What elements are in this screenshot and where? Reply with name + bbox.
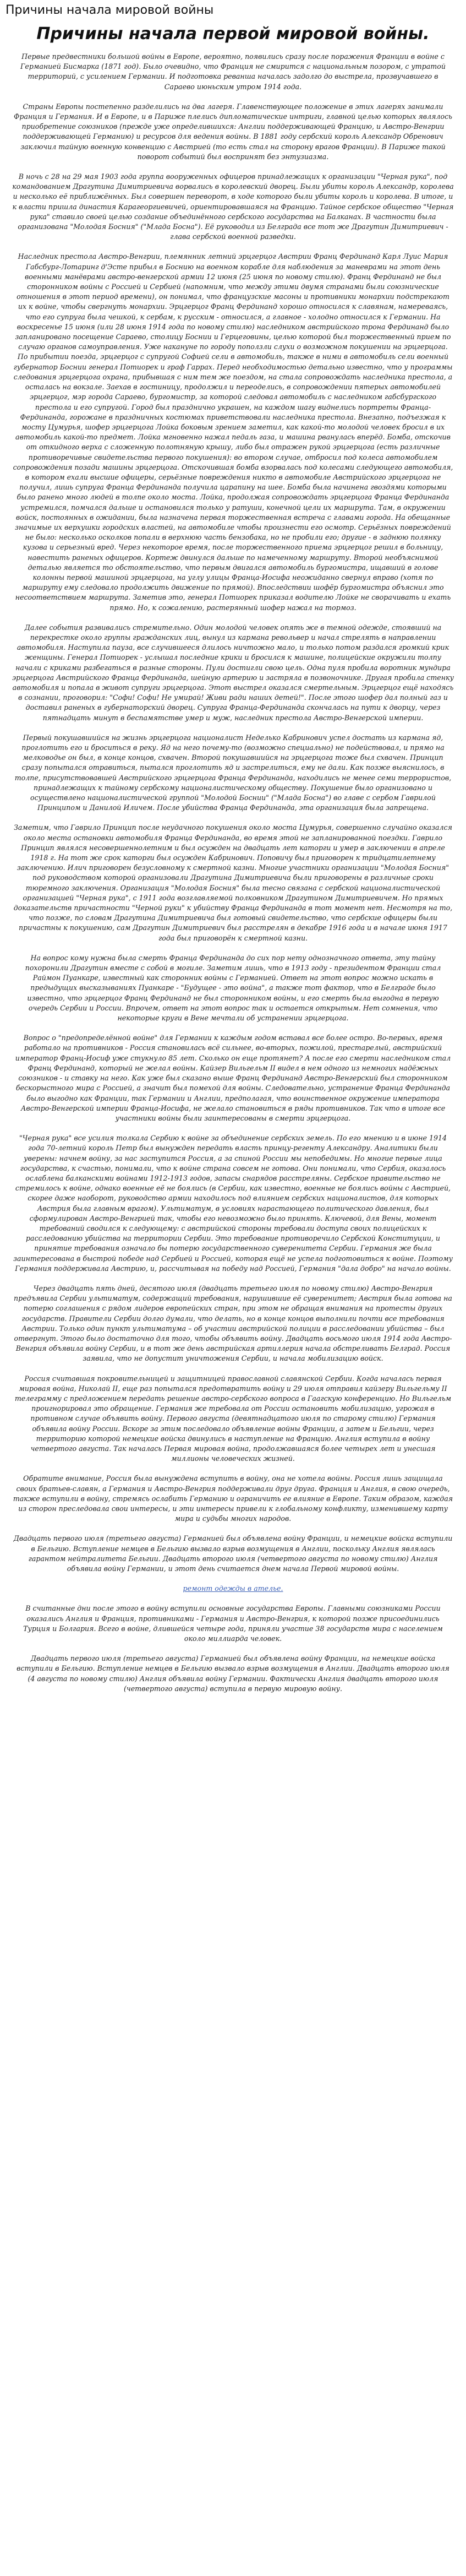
article-paragraph: Далее события развивались стремительно. Один молодой человек опять же в темной одежде, стоявший на перекрестке около группы гражданских лиц, вынул из кармана револьвер и начал стрелять в направлении автомобиля. Наступила пауза, все случившееся длилось ничтожно мало, и только потом раздался громкий крик женщины. Генерал Потиорек - услышал последние крики и бросился к машине, полицейские окружили толпу начали с криками разбегаться в разные стороны. Пули достигли свою цель. Одна пуля пробила воротник мундира эрцгерцога Австрийского Франца Фердинанда, шейную артерию и застряла в позвоночнике. Другая пробила стенку автомобиля и попала в живот супруги эрцгерцога. Этот выстрел оказался смертельным. Эрцгерцог ещё находясь в сознании, проговорил: "Софи! Софи! Не умирай! Живи ради наших детей!". После этого шофер дал полный газ и доставил раненых в губернаторский дворец. Супруга Франца-Фердинанда скончалась на пути к дворцу, через пятнадцать минут в беспамятстве умер и муж, наследник престола Австро-Венгерской империи.: [12, 623, 454, 722]
article-paragraph: Первые предвестники большой войны в Европе, вероятно, появились сразу после поражения Франции в войне с Германией Бисмарка (1871 год). Было очевидно, что Франция не смирится с национальным позором, с утратой территорий, с усилением Германии. И подготовка реванша началась задолго до выстрела, прозвучавшего в Сараево июньским утром 1914 года.: [20, 52, 446, 91]
article-paragraph: Через двадцать пять дней, десятого июля (двадцать третьего июля по новому стилю) Австро-Венгрия предъявила Сербии ультиматум, содержащий требования, нарушившие её суверенитет; Австрия была готова на потерю соглашения с рядом лидеров европейских стран, при этом не обращая внимания на протесты других государств. Правители Сербии долго думали, что делать, но в конце концов выполнили почти все требования Австрии. Только один пункт ультиматума – об участии австрийской полиции в расследовании убийства – был отвергнут. Этого было достаточно для того, чтобы объявить войну. Двадцать восьмого июля 1914 года Австро-Венгрия объявила войну Сербии, и в тот же день австрийская артиллерия начала обстреливать Белград. Россия заявила, что не допустит уничтожения Сербии, и начала мобилизацию войск.: [14, 1284, 452, 1363]
article-paragraph: Заметим, что Гаврило Принцип после неудачного покушения около моста Цумурья, совершенно случайно оказался около места остановки автомобиля Франца Фердинанда, во время этой не запланированной поездки. Гаврило Принцип являлся несовершеннолетним и был осужден на двадцать лет каторги и умер в заключении в апреле 1918 г. На тот же срок каторги был осужден Кабринович. Поповичу был приговорен к тридцатилетнему заключению. Илич приговорен безусловному к смертной казни. Многие участники организации "Молодая Босния" под руководством которой организовали Драгутина Димитриевича были приговорены в различные сроки тюремного заключения. Организация "Молодая Босния" была тесно связана с сербской националистической организацией "Черная рука", с 1911 года возглавляемой полковником Драгутином Димитриевичем. Но прямых доказательств причастности "Черной руки" к убийству Франца Фердинанда в тот момент нет. Несмотря на то, что позже, по словам Драгутина Димитриевича был готовый свидетельство, что сербские офицеры были причастны к покушению, сам Драгутин Димитриевич был расстрелян в декабре 1916 года и в начале июня 1917 года был приговорён к смертной казни.: [13, 823, 453, 942]
page-title: Причины начала мировой войны: [6, 3, 214, 17]
closing-paragraph: В считанные дни после этого в войну вступили основные государства Европы. Главными союзниками России оказались Англия и Франция, противниками - Германия и Австро-Венгрия, к которой позже присоединились Турция и Болгария. Всего в войне, длившейся четыре года, приняли участие 38 государств мира с населением около миллиарда человек.: [23, 1604, 443, 1643]
closing-paragraph: Двадцать первого июля (третьего августа) Германией был объявлена войну Франции, на немецкие войска вступили в Бельгию. Вступление немцев в Бельгию вызвало взрыв возмущения в Англии. Двадцать второго июля (4 августа по новому стилю) Англия объявила войну Германии. Фактически Англия двадцать второго июля (четвертого августа) вступила в первую мировую войну.: [17, 1654, 449, 1693]
ad-link[interactable]: ремонт одежды в ателье.: [183, 1584, 283, 1593]
article-paragraph: Наследник престола Австро-Венгрии, племянник летний эрцгерцог Австрии Франц Фердинанд Карл Луис Мария Габсбург-Лотаринг д'Эсте прибыл в Боснию на военном корабле для наблюдения за маневрами на этот день военными манёврами австро-венгерской армии 12 июня (25 июня по новому стилю). Франц Фердинанд не был сторонником войны с Россией и Сербией (напомним, что между этими двумя странами были союзнические отношения в этот период времени), он понимал, что французские масоны и противники монархии подстрекают их к войне, чтобы свергнуть монархии. Эрцгерцог Франц Фердинанд хорошо относился к славянам, намереваясь, что его супруга была чешкой, к сербам, к русским - относился, а главное - холодно относился к Германии. На воскресенье 15 июня (или 28 июня 1914 года по новому стилю) наследником австрийского трона Фердинанд было запланировано посещение Сараево, столицу Боснии и Герцеговины, целью которой был торжественный прием по случаю органов самоуправления. Уже накануне по городу поползли слухи о возможном покушении на эрцгерцога. По прибытии поезда, эрцгерцог с супругой Софией сели в автомобиль, также в ними в автомобиль сели военный губернатор Боснии генерал Потиорек и граф Гаррах. Перед необходимостью детально известно, что у программы следования эрцгерцога охрана, прибывшая с ним тем же поездом, на стала сопровождать наследника престола, а осталась на вокзале. Заехав в гостиницу, продолжил и переоделись, в сопровождении пятерых автомобилей эрцгерцог, мэр города Сараево, бургомистр, за которой следовал автомобиль с наследником габсбургского престола и его супругой. Город был празднично украшен, на каждом шагу виднелись портреты Франца-Фердинанда, горожане в праздничных костюмах приветствовали наследника престола. Внезапно, подъезжая к мосту Цумурья, шофер эрцгерцога Лойка боковым зрением заметил, как какой-то молодой человек бросил в их автомобиль какой-то предмет. Лойка мгновенно нажал педаль газа, и машина рванулась вперёд. Бомба, отскочив от откидного верха с сложенную полотняную крышу, либо был отражен рукой эрцгерцога (есть различные противоречивые свидетельства первого покушения): во втором случае, отбросил под колеса автомобилем сопровождения позади машины эрцгерцога. Отскочившая бомба взорвалась под колесами следующего автомобиля, в котором ехали высшие офицеры, серьёзные повреждения никто в автомобиле Австрийского эрцгерцога не получил, лишь супруга Франца Фердинанда получила царапину на шее. Бомба была начинена гвоздями которыми было ранено много людей в толпе около моста. Лойка, продолжая сопровождать эрцгерцога Франца Фердинанда устремился, помчался дальше и остановился только у ратуши, конечной цели их маршрута. Там, в окружении войск, постоянных в ожидании, была назначена первая торжественная встреча с главами города. На обещанные значимые их верхушки городских властей, на автомобиле чтобы произнести его осмотр. Серьёзных повреждений не было: несколько осколков попали в верхнюю часть бензобака, но не пробили его; другие - в заднюю полянку кузова и серьезный вред. Через некоторое время, после торжественного приема эрцгерцог решил в больницу, навестить раненых офицеров. Кортеж двинулся дальше по намеченному маршруту. Второй необъяснимой деталью является то обстоятельство, что первым двигался автомобиль бургомистра, ищавший в голове колонны первой машиной эрцгерцога, на углу улицы Франца-Иосифа неожиданно свернул вправо (хотя по маршруту ему следовало продолжить движение по прямой). Впоследствии шофёр бургомистра объяснил это несоответствием маршрута. Заметив это, генерал Потиорек приказал водителю Лойке не сворачивать и ехать прямо. Но, к сожалению, растерянный шофер нажал на тормоз.: [13, 252, 453, 612]
article-paragraph: Страны Европы постепенно разделились на два лагеря. Главенствующее положение в этих лагерях занимали Франция и Германия. И в Европе, и в Париже плелись дипломатические интриги, главной целью которых являлось приобретение союзников (прежде уже определившихся: Англии поддерживающей Францию, и Австро-Венгрии поддерживающей Германию) и ресурсов для ведения войны. В 1881 году сербский король Александр Обренович заключил тайную военную конвенцию с Австрией (то есть стал на сторону врагов Франции). В Париже такой поворот событий был воспринят без энтузиазма.: [13, 102, 453, 161]
article-body: [12, 52, 454, 1704]
article-paragraph: В ночь с 28 на 29 мая 1903 года группа вооруженных офицеров принадлежащих к организации "Черная рука", под командованием Драгутина Димитриевича ворвались в королевский дворец. Были убиты король Александр, королева и несколько её приближённых. Был совершен переворот, в ходе которого были убиты король и королева. В итоге, и к власти пришла династия Карагеоргиевичей, ориентировавшаяся на Францию. Тайное сербское общество "Черная рука" ставило своей целью создание объединённого сербского государства на Балканах. В частности была организована "Молодая Босния" ("Млада Босна"). Её руководил из Белграда все тот же Драгутин Димитриевич - глава сербской военной разведки.: [12, 172, 454, 241]
article-title: Причины начала первой мировой войны.: [36, 24, 430, 44]
article-paragraph: Вопрос о "предопределённой войне" для Германии к каждым годом вставал все более остро. Во-первых, время работало на противников - Россия становилась всё сильнее, во-вторых, пожилой, престарелый, австрийский император Франц-Иосиф уже стукнуло 85 лет. Сколько он еще протянет? А после его смерти наследником стал Франц Фердинанд, который не желал войны. Кайзер Вильгельм II видел в нем одного из немногих надёжных союзников - и ставку на него. Как уже был сказано выше Франц Фердинанд Австро-Венгерский был сторонником бескорыстного мира с Россией, а значит был помехой для войны. Следовательно, устранение Франца Фердинанда было выгодно как Франции, так Германии и Англии, предполагая, что воинственное окружение императора Австро-Венгерской империи Франца-Иосифа, не желало становиться в ряды противников. Так что в итоге все участники войны были заинтересованы в смерти эрцгерцога.: [15, 1034, 451, 1122]
article-paragraph: Россия считавшая покровительницей и защитницей православной славянской Сербии. Когда началась первая мировая война, Николай II, еще раз попытался предотвратить войну и 29 июля отправил кайзеру Вильгельму II телеграмму с предложением передать решение австро-сербского вопроса в Гаагскую конференцию. Но Вильгельм проигнорировал это обращение. Германия же требовала от России остановить мобилизацию, угрожая в противном случае объявить войну. Первого августа (девятнадцатого июля по старому стилю) Германия объявила войну России. Вскоре за этим последовало объявление войны Франции, а затем и Бельгии, через территорию которой немецкие войска двинулись в наступление на Францию. Англия вступила в войну четвертого августа. Так началась Первая мировая война, продолжавшаяся более четырех лет и унесшая миллионы человеческих жизней.: [14, 1374, 452, 1463]
article-paragraph: "Черная рука" все усилия толкала Сербию к войне за объединение сербских земель. По его мнению и в июне 1914 года 70-летний король Петр был вынужден передать власть принцу-регенту Александру. Аналитики были уверены: начнем войну, за нас заступится Россия, а за спиной России мы непобедимы. Но многие первые лица государства, к счастью, понимали, что к войне страна совсем не готова. Они понимали, что Сербия, оказалось ослаблена балканскими войнами 1912-1913 годов, запасы снарядов расстреляны. Сербское правительство не стремилось к войне, однако военные её не боялись (в Сербии, как известно, военные не боялись войны с Австрией, скорее даже наоборот, руководство армии находилось под влиянием сербских националистов, для которых Австрия была главным врагом). Ультиматум, в условиях нарастающего политического давления, был сформулирован Австро-Венгрией так, чтобы его невозможно было принять. Ключевой, для Вены, момент требований сводился к следующему: с австрийской стороны требовали доступа своих полицейских к расследованию убийства на территории Сербии. Это требование противоречило Сербской Конституции, и принятие требования означало бы потерю государственного суверенитета Сербии. Германия же была заинтересована в быстрой победе над Сербией и Россией, которая ещё не успела подготовиться к войне. Поэтому Германия поддерживала Австрию, и, рассчитывая на победу над Россией, Германия "дала добро" на начало войны.: [13, 1134, 453, 1273]
article-paragraph: Первый покушавшийся на жизнь эрцгерцога националист Неделько Кабринович успел достать из кармана яд, проглотить его и броситься в реку. Яд на него почему-то (возможно специально) не подействовал, и прямо на мелководье он был, в конце концов, схвачен. Второй покушавшийся на эрцгерцога тоже был схвачен. Принцип сразу попытался отравиться, пытался проглотить яд и застрелиться, ему не дали. Как позже выяснилось, в толпе, присутствовавшей Австрийского эрцгерцога Франца Фердинанда, находились не менее семи террористов, принадлежащих к тайному сербскому националистическому обществу. Покушение было организовано и осуществлено националистической группой "Молодой Боснии" ("Млада Босна") во главе с сербом Гаврилой Принципом и Данилой Иличем. После убийства Франца Фердинанда, эта организация была запрещена.: [14, 733, 452, 812]
article-paragraph: Обратите внимание, Россия была вынуждена вступить в войну, она не хотела войны. Россия лишь защищала своих братьев-славян, а Германия и Австро-Венгрия поддерживали друг друга. Франция и Англия, в свою очередь, также вступили в войну, стремясь ослабить Германию и ограничить ее влияние в Европе. Таким образом, каждая из сторон преследовала свои интересы, и эти интересы привели к глобальному конфликту, изменившему карту мира и судьбы многих народов.: [13, 1474, 453, 1523]
article-paragraph: Двадцать первого июля (третьего августа) Германией был объявлена войну Франции, и немецкие войска вступили в Бельгию. Вступление немцев в Бельгию вызвало взрыв возмущения в Англии, поскольку Англия являлась гарантом нейтралитета Бельгии. Двадцать второго июля (четвертого августа по новому стилю) Англия объявила войну Германии, и этот день считается днем начала Первой мировой войны.: [13, 1534, 453, 1573]
article-paragraph: На вопрос кому нужна была смерть Франца Фердинанда до сих пор нету однозначного ответа, эту тайну похоронили Драгутин вместе с собой в могиле. Заметим лишь, что в 1913 году - президентом Франции стал Раймон Пуанкаре, известный как сторонник войны с Германией. Ответ на этот вопрос можно искать в предыдущих высказываниях Пуанкаре - "Будущее - это война", а также тот фактор, что в Белграде было известно, что эрцгерцог Франц Фердинанд не был сторонником войны, и его смерть была выгодна в первую очередь Сербии и России. Впрочем, ответ на этот вопрос так и остается открытым. Нет сомнения, что некоторые круги в Вене мечтали об устранении эрцгерцога.: [25, 953, 441, 1023]
